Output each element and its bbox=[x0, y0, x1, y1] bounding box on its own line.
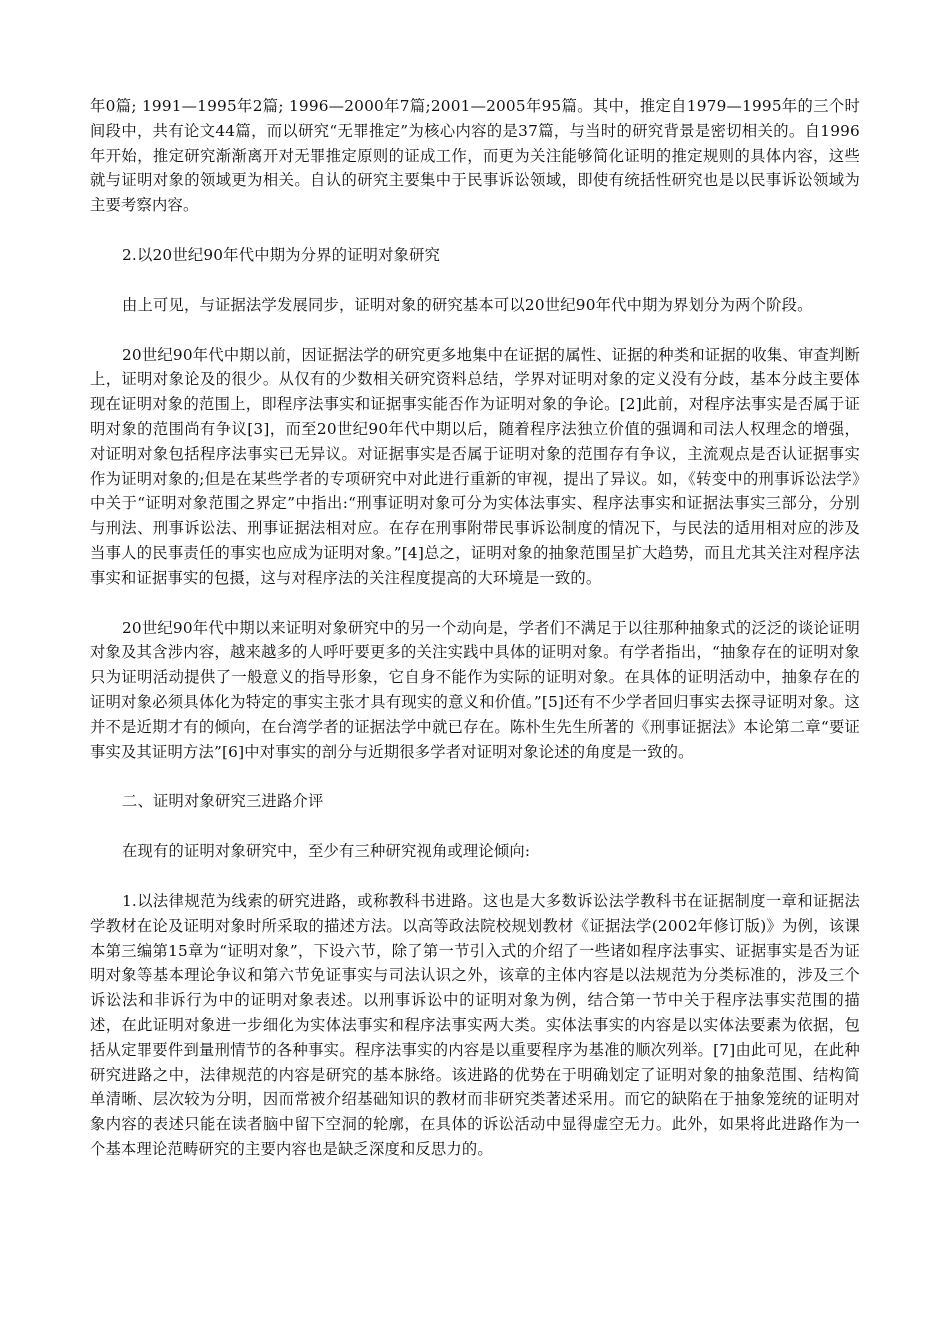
paragraph-after-mid-90s: 20世纪90年代中期以来证明对象研究中的另一个动向是，学者们不满足于以往那种抽象式的泛泛的谈论证明对象及其含涉内容，越来越多的人呼吁要更多的关注实践中具体的证明对象。有学者指出，“抽象存在的证明对象只为证明活动提供了一般意义的指导形象，它自身不能作为实际的证明对象。在具体的证明活动中，抽象存在的证明对象必须具体化为特定的事实主张才具有现实的意义和价值。”[5]还有不少学者回归事实去探寻证明对象。这并不是近期才有的倾向，在台湾学者的证据法学中就已存在。陈朴生先生所著的《刑事证据法》本论第二章“要证事实及其证明方法”[6]中对事实的剖分与近期很多学者对证明对象论述的角度是一致的。 bbox=[90, 618, 860, 761]
paragraph-three-perspectives: 在现有的证明对象研究中，至少有三种研究视角或理论倾向: bbox=[122, 842, 531, 861]
paragraph-two-stages: 由上可见，与证据法学发展同步，证明对象的研究基本可以20世纪90年代中期为界划分为两个阶段。 bbox=[122, 295, 813, 314]
section-heading-mid-90s: 2.以20世纪90年代中期为分界的证明对象研究 bbox=[122, 245, 441, 264]
paragraph-textbook-approach: 1.以法律规范为线索的研究进路，或称教科书进路。这也是大多数诉讼法学教科书在证据制度一章和证据法学教材在论及证明对象时所采取的描述方法。以高等政法院校规划教材《证据法学(2002年修订版)》为例，该课本第三编第15章为“证明对象”，下设六节，除了第一节引入式的介绍了一些诸如程序法事实、证据事实是否为证明对象等基本理论争议和第六节免证事实与司法认识之外，该章的主体内容是以法规范为分类标准的，涉及三个诉讼法和非诉行为中的证明对象表述。以刑事诉讼中的证明对象为例，结合第一节中关于程序法事实范围的描述，在此证明对象进一步细化为实体法事实和程序法事实两大类。实体法事实的内容是以实体法要素为依据，包括从定罪要件到量刑情节的各种事实。程序法事实的内容是以重要程序为基准的顺次列举。[7]由此可见，在此种研究进路之中，法律规范的内容是研究的基本脉络。该进路的优势在于明确划定了证明对象的抽象范围、结构简单清晰、层次较为分明，因而常被介绍基础知识的教材而非研究类著述采用。而它的缺陷在于抽象笼统的证明对象内容的表述只能在读者脑中留下空洞的轮廓，在具体的诉讼活动中显得虚空无力。此外，如果将此进路作为一个基本理论范畴研究的主要内容也是缺乏深度和反思力的。 bbox=[90, 891, 860, 1158]
document-page bbox=[90, 94, 860, 1187]
paragraph-before-mid-90s: 20世纪90年代中期以前，因证据法学的研究更多地集中在证据的属性、证据的种类和证据的收集、审查判断上，证明对象论及的很少。从仅有的少数相关研究资料总结，学界对证明对象的定义没有分歧，基本分歧主要体现在证明对象的范围上，即程序法事实和证据事实能否作为证明对象的争论。[2]此前，对程序法事实是否属于证明对象的范围尚有争议[3]，而至20世纪90年代中期以后，随着程序法独立价值的强调和司法人权理念的增强，对证明对象包括程序法事实已无异议。对证据事实是否属于证明对象的范围存有争议，主流观点是否认证据事实作为证明对象的;但是在某些学者的专项研究中对此进行重新的审视，提出了异议。如，《转变中的刑事诉讼法学》中关于“证明对象范围之界定”中指出:“刑事证明对象可分为实体法事实、程序法事实和证据法事实三部分，分别与刑法、刑事诉讼法、刑事证据法相对应。在存在刑事附带民事诉讼制度的情况下，与民法的适用相对应的涉及当事人的民事责任的事实也应成为证明对象。”[4]总之，证明对象的抽象范围呈扩大趋势，而且尤其关注对程序法事实和证据事实的包摄，这与对程序法的关注程度提高的大环境是一致的。 bbox=[90, 345, 860, 587]
paragraph-publication-counts: 年0篇; 1991—1995年2篇; 1996—2000年7篇;2001—2005年95篇。其中，推定自1979—1995年的三个时间段中，共有论文44篇，而以研究“无罪推定”为核心内容的是37篇，与当时的研究背景是密切相关的。自1996年开始，推定研究渐渐离开对无罪推定原则的证成工作，而更为关注能够简化证明的推定规则的具体内容，这些就与证明对象的领域更为相关。自认的研究主要集中于民事诉讼领域，即使有统括性研究也是以民事诉讼领域为主要考察内容。 bbox=[90, 97, 860, 215]
section-heading-three-approaches: 二、证明对象研究三进路介评 bbox=[122, 792, 324, 811]
